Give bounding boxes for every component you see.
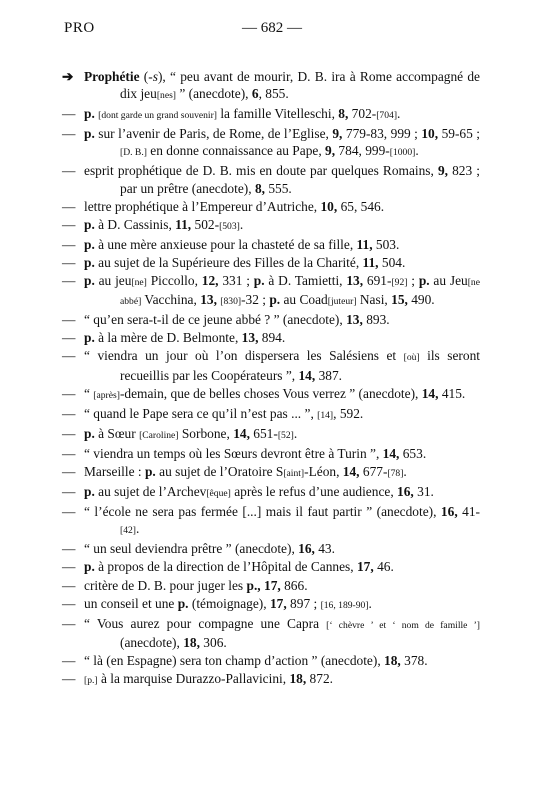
entry-text: 415. <box>438 385 466 401</box>
index-entry <box>62 125 480 161</box>
volume-ref: 16, <box>397 484 414 500</box>
volume-ref: 13, <box>241 330 259 346</box>
volume-ref: p. <box>84 126 95 142</box>
entry-text: en donne connaissance au Pape, <box>146 143 326 159</box>
entry-text: ” (anecdote), <box>176 86 252 102</box>
index-entry <box>62 216 480 235</box>
entry-text: 46. <box>373 559 394 575</box>
index-entry <box>62 503 480 539</box>
volume-ref: p. <box>84 559 95 575</box>
volume-ref: p. <box>418 273 430 289</box>
entry-text: au sujet de la Supérieure des Filles de la Charité, <box>94 254 363 270</box>
entry-text: à D. Cassinis, <box>94 216 176 232</box>
volume-ref: 17, <box>356 559 374 575</box>
entry-text: 503. <box>372 236 400 252</box>
index-entry <box>62 670 480 689</box>
entry-text: 784, 999- <box>335 143 390 159</box>
entry-dash: — <box>62 559 76 575</box>
editorial-note: [1000] <box>389 147 416 159</box>
volume-ref: 18, <box>289 671 307 686</box>
entry-text: 866. <box>280 577 308 593</box>
entry-text: . <box>135 521 140 537</box>
volume-ref: 17, <box>264 577 281 593</box>
entry-text: -Léon, <box>304 463 343 479</box>
entry-dash: — <box>62 236 76 252</box>
volume-ref: 9, <box>325 143 336 159</box>
editorial-note: [où] <box>403 352 420 364</box>
editorial-note: [nes] <box>156 90 177 102</box>
index-entry <box>62 540 480 557</box>
editorial-note: [dont garde un grand souvenir] <box>98 110 217 122</box>
entry-text: , 592. <box>333 405 364 421</box>
entry-text: 31. <box>413 484 434 500</box>
entry-text: 387. <box>315 367 343 383</box>
entry-text: Marseille : <box>84 463 145 479</box>
index-entry <box>62 347 480 383</box>
entry-text: 651- <box>249 425 278 441</box>
entry-dash: — <box>62 216 76 232</box>
index-entry <box>62 198 480 215</box>
editorial-note: [ne] <box>131 277 147 289</box>
entry-text: Piccollo, <box>146 273 202 289</box>
editorial-note: [92] <box>391 277 408 289</box>
entry-text: . <box>293 425 298 441</box>
entry-text: “ qu’en sera-t-il de ce jeune abbé ? ” (anecdote), <box>84 312 347 328</box>
entry-dash: — <box>62 163 76 179</box>
entry-text: -32 ; <box>241 292 270 308</box>
entry-text: . <box>415 143 419 159</box>
entry-dash: — <box>62 445 76 461</box>
volume-ref: 11, <box>175 216 192 232</box>
entry-text: -demain, que de belles choses Vous verrez ” (anecdote), <box>119 385 422 401</box>
arrow-icon: ➔ <box>62 69 74 84</box>
volume-ref: 9, <box>437 163 448 179</box>
entry-text: 502- <box>191 216 220 232</box>
index-entry <box>62 425 480 444</box>
entry-dash: — <box>62 652 76 668</box>
entry-text: 306. <box>199 634 227 650</box>
entry-text: Sorbone, <box>178 425 234 441</box>
volume-ref: p. <box>84 216 95 232</box>
entry-text: 43. <box>314 541 335 557</box>
entry-text: ils seront recueillis par les Coopérateurs ”, <box>120 348 480 383</box>
volume-ref: 13, <box>346 312 363 328</box>
editorial-note: [p.] <box>84 675 98 686</box>
entry-dash: — <box>62 254 76 270</box>
volume-ref: 14, <box>421 385 439 401</box>
entry-text: “ Vous aurez pour compagne une Capra <box>84 615 327 631</box>
entry-text: lettre prophétique à l’Empereur d’Autriche, <box>84 198 321 214</box>
entry-dash: — <box>62 615 76 631</box>
editorial-note: [78] <box>387 467 404 479</box>
editorial-note: [après] <box>93 389 120 401</box>
entry-dash: — <box>62 504 76 520</box>
volume-ref: 17, <box>269 595 287 611</box>
volume-ref: p. <box>84 254 95 270</box>
page-number: — 682 — <box>242 20 302 36</box>
volume-ref: 9, <box>332 126 343 142</box>
volume-ref: 14, <box>233 425 250 441</box>
editorial-note: [aint] <box>283 467 305 479</box>
entry-text: après le refus d’une audience, <box>230 484 398 500</box>
entry-text: 702- <box>348 106 377 122</box>
index-entry <box>62 105 480 124</box>
entry-text: “ là (en Espagne) sera ton champ d’action ” (anecdote), <box>84 652 385 668</box>
volume-ref: p. <box>84 484 95 500</box>
editorial-note: [ne abbé] <box>120 277 480 308</box>
entry-text: 653. <box>399 445 427 461</box>
entry-text: à la mère de D. Belmonte, <box>94 330 242 346</box>
entry-text: ( <box>139 69 149 84</box>
entry-dash: — <box>62 385 76 401</box>
volume-ref: p. <box>84 273 95 289</box>
entry-text: au sujet de l’Archev <box>94 484 207 500</box>
entry-text: à Sœur <box>94 425 140 441</box>
index-entry <box>62 558 480 575</box>
editorial-note: [16, 189-90] <box>320 599 369 611</box>
volume-ref: 10, <box>320 198 338 214</box>
volume-ref: 12, <box>201 273 219 289</box>
volume-ref: p. <box>144 463 156 479</box>
index-entry <box>62 329 480 346</box>
index-entry <box>62 595 480 614</box>
entry-text: 677- <box>359 463 388 479</box>
index-entry <box>62 483 480 502</box>
editorial-note: [14] <box>317 409 334 421</box>
entry-text: 378. <box>400 652 428 668</box>
main-entry <box>62 68 480 104</box>
entry-text: au Jeu <box>429 273 468 289</box>
entry-text: au sujet de l’Oratoire S <box>155 463 284 479</box>
entry-text: “ un seul deviendra prêtre ” (anecdote), <box>84 541 299 557</box>
entry-text: . <box>397 106 401 122</box>
editorial-note: [42] <box>120 525 136 537</box>
entry-text: 893. <box>362 312 390 328</box>
editorial-note: [êque] <box>206 488 231 500</box>
editorial-note: [503] <box>219 220 240 232</box>
entry-dash: — <box>62 463 76 479</box>
volume-ref: p. <box>84 106 95 122</box>
entry-text: 872. <box>306 671 333 686</box>
index-entries <box>62 68 480 690</box>
entry-headword: Prophétie <box>84 69 140 84</box>
volume-ref: 8, <box>338 106 349 122</box>
index-entry <box>62 615 480 651</box>
volume-ref: p. <box>84 425 95 441</box>
index-entry <box>62 254 480 271</box>
editorial-note: [Caroline] <box>139 429 179 441</box>
volume-ref: 14, <box>382 445 400 461</box>
volume-ref: 14, <box>342 463 360 479</box>
volume-ref: 11, <box>362 254 379 270</box>
entry-dash: — <box>62 425 76 441</box>
volume-ref: p. <box>84 330 95 346</box>
index-entry <box>62 445 480 462</box>
editorial-note: [704] <box>376 110 398 122</box>
index-entry <box>62 272 480 310</box>
entry-text: . <box>368 595 372 611</box>
volume-ref: 18, <box>384 652 401 668</box>
entry-text: (témoignage), <box>188 595 270 611</box>
entry-text: . <box>239 216 244 232</box>
entry-text: “ quand le Pape sera ce qu’il n’est pas ... ”, <box>84 405 318 421</box>
entry-text: 490. <box>407 292 435 308</box>
entry-text: “ viendra un jour où l’on dispersera les Salésiens et <box>84 348 404 364</box>
entry-text: sur l’avenir de Paris, de Rome, de l’Eglise, <box>94 126 333 142</box>
index-entry <box>62 162 480 196</box>
entry-text: 65, 546. <box>337 198 385 214</box>
index-entry <box>62 311 480 328</box>
index-entry <box>62 577 480 594</box>
entry-text: 779-83, 999 ; <box>342 126 422 142</box>
entry-text: ; <box>407 273 419 289</box>
entry-text: (anecdote), <box>120 634 184 650</box>
page-header <box>0 20 544 42</box>
entry-text: critère de D. B. pour juger les <box>84 577 247 593</box>
entry-text: à une mère anxieuse pour la chasteté de sa fille, <box>94 236 357 252</box>
entry-text: 691- <box>363 273 392 289</box>
entry-text: au jeu <box>94 273 132 289</box>
entry-dash: — <box>62 577 76 593</box>
volume-ref: 11, <box>356 236 373 252</box>
index-entry <box>62 385 480 404</box>
entry-text: 823 ; par un prêtre (anecdote), <box>120 163 480 196</box>
volume-ref: p. <box>84 236 95 252</box>
volume-ref: p., <box>246 577 261 593</box>
volume-ref: 16, <box>440 504 458 520</box>
volume-ref: 6 <box>251 86 259 102</box>
entry-text: “ <box>84 385 94 401</box>
entry-text: . <box>403 463 407 479</box>
volume-ref: p. <box>177 595 189 611</box>
editorial-note: [830] <box>220 296 242 308</box>
entry-dash: — <box>62 126 76 142</box>
volume-ref: p. <box>253 273 265 289</box>
entry-text: Vacchina, <box>141 292 201 308</box>
entry-dash: — <box>62 198 76 214</box>
entry-text: 331 ; <box>218 273 254 289</box>
volume-ref: 14, <box>298 367 316 383</box>
entry-dash: — <box>62 484 76 500</box>
entry-dash: — <box>62 348 76 364</box>
index-entry <box>62 405 480 424</box>
entry-text: 897 ; <box>286 595 321 611</box>
volume-ref: 18, <box>183 634 200 650</box>
editorial-note: [‘ chèvre ’ et ‘ nom de famille ’] <box>326 619 480 631</box>
entry-text: un conseil et une <box>84 595 178 611</box>
entry-text: “ l’école ne sera pas fermée [...] mais il faut partir ” (anecdote), <box>84 504 441 520</box>
editorial-note: [52] <box>277 429 294 441</box>
entry-dash: — <box>62 273 76 289</box>
entry-text: 504. <box>378 254 406 270</box>
entry-text: 555. <box>265 180 292 196</box>
entry-text: 894. <box>258 330 286 346</box>
entry-dash: — <box>62 106 76 122</box>
index-entry <box>62 652 480 669</box>
entry-dash: — <box>62 595 76 611</box>
volume-ref: 10, <box>421 126 439 142</box>
volume-ref: p. <box>269 292 281 308</box>
entry-dash: — <box>62 671 76 686</box>
volume-ref: 16, <box>298 541 315 557</box>
entry-text: esprit prophétique de D. B. mis en doute par quelques Romains, <box>84 163 438 179</box>
entry-text: 59-65 ; <box>438 126 480 142</box>
index-entry <box>62 463 480 482</box>
entry-dash: — <box>62 405 76 421</box>
entry-text: au Coad <box>280 292 328 308</box>
entry-text: à D. Tamietti, <box>264 273 347 289</box>
entry-text: “ viendra un temps où les Sœurs devront être à Turin ”, <box>84 445 383 461</box>
entry-dash: — <box>62 541 76 557</box>
entry-text: , 855. <box>258 86 289 102</box>
entry-text: ), “ peu avant de mourir, D. B. ira à Rome accompagné de dix jeu <box>120 69 480 102</box>
editorial-note: [juteur] <box>327 296 357 308</box>
entry-text: à propos de la direction de l’Hôpital de Cannes, <box>94 559 357 575</box>
entry-text: la famille Vitelleschi, <box>216 106 339 122</box>
entry-text: Nasi, <box>356 292 392 308</box>
volume-ref: 13, <box>200 292 217 308</box>
volume-ref: 8, <box>254 180 265 196</box>
volume-ref: 13, <box>346 273 364 289</box>
running-head: PRO <box>64 20 95 36</box>
entry-dash: — <box>62 312 76 328</box>
entry-text: 41- <box>457 504 480 520</box>
editorial-note: [D. B.] <box>120 147 147 159</box>
entry-dash: — <box>62 330 76 346</box>
volume-ref: 15, <box>391 292 408 308</box>
index-entry <box>62 236 480 253</box>
entry-text: à la marquise Durazzo-Pallavicini, <box>97 671 290 686</box>
entry-italic: -s <box>148 69 158 84</box>
